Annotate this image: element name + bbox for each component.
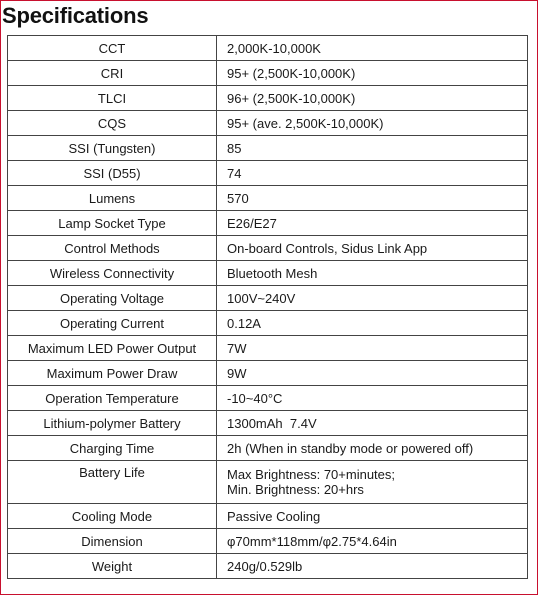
spec-value-line: Min. Brightness: 20+hrs — [227, 482, 364, 497]
table-row — [8, 311, 528, 336]
table-row — [8, 411, 528, 436]
table-row — [8, 336, 528, 361]
table-row — [8, 186, 528, 211]
spec-value: Passive Cooling — [217, 504, 528, 529]
spec-label: Maximum LED Power Output — [8, 336, 217, 361]
spec-label: CCT — [8, 36, 217, 61]
table-row — [8, 236, 528, 261]
spec-value: 240g/0.529lb — [217, 554, 528, 579]
table-row — [8, 286, 528, 311]
spec-label: TLCI — [8, 86, 217, 111]
spec-value: E26/E27 — [217, 211, 528, 236]
spec-label: SSI (Tungsten) — [8, 136, 217, 161]
spec-label: SSI (D55) — [8, 161, 217, 186]
spec-label: Charging Time — [8, 436, 217, 461]
spec-label: Operating Voltage — [8, 286, 217, 311]
table-row — [8, 436, 528, 461]
spec-value: 100V~240V — [217, 286, 528, 311]
spec-value: -10~40°C — [217, 386, 528, 411]
spec-value: 1300mAh 7.4V — [217, 411, 528, 436]
spec-value: 0.12A — [217, 311, 528, 336]
table-row — [8, 211, 528, 236]
spec-label: CRI — [8, 61, 217, 86]
table-row — [8, 361, 528, 386]
table-row — [8, 136, 528, 161]
spec-value: 95+ (2,500K-10,000K) — [217, 61, 528, 86]
spec-value: 7W — [217, 336, 528, 361]
spec-label: Lumens — [8, 186, 217, 211]
table-row — [8, 529, 528, 554]
spec-label: CQS — [8, 111, 217, 136]
spec-value: Bluetooth Mesh — [217, 261, 528, 286]
spec-label: Operating Current — [8, 311, 217, 336]
spec-value: 95+ (ave. 2,500K-10,000K) — [217, 111, 528, 136]
spec-value: 85 — [217, 136, 528, 161]
table-row — [8, 504, 528, 529]
table-row — [8, 386, 528, 411]
table-row — [8, 161, 528, 186]
specifications-table — [7, 35, 528, 579]
table-row — [8, 111, 528, 136]
spec-label: Lamp Socket Type — [8, 211, 217, 236]
table-row — [8, 86, 528, 111]
spec-label: Lithium-polymer Battery — [8, 411, 217, 436]
spec-value — [217, 461, 528, 504]
table-row — [8, 36, 528, 61]
spec-value: φ70mm*118mm/φ2.75*4.64in — [217, 529, 528, 554]
spec-label: Battery Life — [8, 461, 217, 504]
spec-label: Cooling Mode — [8, 504, 217, 529]
spec-label: Operation Temperature — [8, 386, 217, 411]
spec-label: Control Methods — [8, 236, 217, 261]
spec-value: On-board Controls, Sidus Link App — [217, 236, 528, 261]
table-row — [8, 61, 528, 86]
spec-value: 96+ (2,500K-10,000K) — [217, 86, 528, 111]
spec-label: Maximum Power Draw — [8, 361, 217, 386]
spec-value: 570 — [217, 186, 528, 211]
table-row — [8, 554, 528, 579]
spec-label: Weight — [8, 554, 217, 579]
spec-value: 9W — [217, 361, 528, 386]
page-title: Specifications — [2, 3, 149, 28]
spec-label: Wireless Connectivity — [8, 261, 217, 286]
table-row — [8, 461, 528, 504]
spec-value: 2,000K-10,000K — [217, 36, 528, 61]
spec-value: 2h (When in standby mode or powered off) — [217, 436, 528, 461]
spec-value: 74 — [217, 161, 528, 186]
spec-label: Dimension — [8, 529, 217, 554]
table-row — [8, 261, 528, 286]
spec-value-line: Max Brightness: 70+minutes; — [227, 467, 395, 482]
